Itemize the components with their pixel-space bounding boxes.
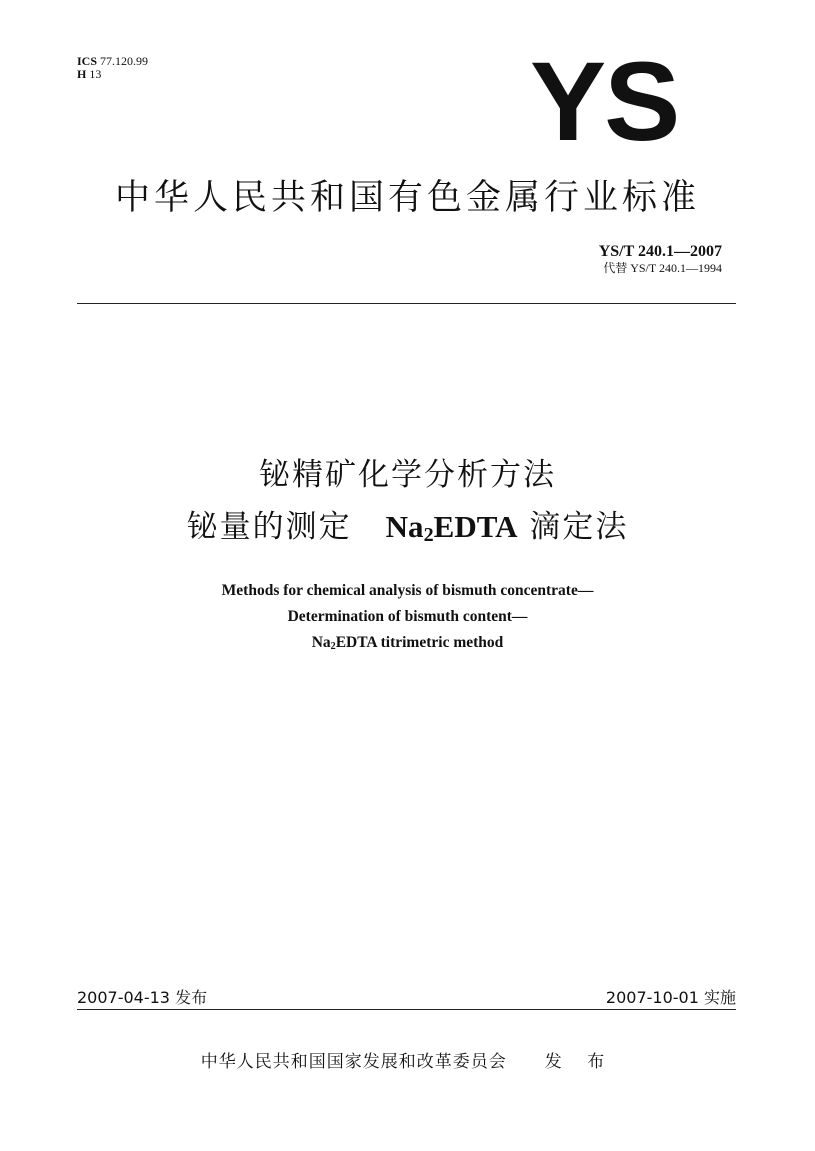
en-title-formula-sub: 2 — [330, 641, 336, 652]
cn-title-formula-b: EDTA — [433, 509, 518, 544]
en-title-line2: Determination of bismuth content— — [287, 608, 528, 625]
bottom-divider — [77, 1009, 736, 1010]
ccs-line — [77, 68, 148, 81]
top-divider — [77, 303, 736, 304]
cn-title-formula-a: Na — [385, 509, 424, 544]
issuer-action: 发 布 — [544, 1052, 615, 1072]
en-title-line1: Methods for chemical analysis of bismuth concentrate— — [221, 582, 594, 599]
cn-title-formula-sub: 2 — [423, 524, 434, 547]
en-title-line3 — [0, 630, 815, 660]
standard-number: YS/T 240.1—2007 — [598, 243, 722, 260]
en-title-formula-b: EDTA titrimetric method — [335, 634, 504, 651]
release-date: 2007-04-13 发布 — [77, 988, 208, 1007]
ys-logo: YS — [530, 39, 679, 164]
cn-title-part1: 铋量的测定 — [186, 509, 352, 545]
issuer-name: 中华人民共和国国家发展和改革委员会 — [200, 1052, 507, 1072]
replaces-standard: 代替 YS/T 240.1—1994 — [603, 261, 722, 275]
cn-title-line1: 铋精矿化学分析方法 — [259, 457, 556, 493]
implementation-date: 2007-10-01 实施 — [605, 988, 736, 1007]
en-title-formula-a: Na — [311, 634, 331, 651]
standard-number-block — [599, 243, 722, 277]
ics-code: 77.120.99 — [100, 54, 149, 68]
cn-title-part2: 滴定法 — [529, 509, 629, 545]
ccs-code: 13 — [89, 67, 102, 81]
cn-title-line2 — [0, 507, 815, 555]
ccs-label: H — [77, 67, 87, 81]
classification-codes — [77, 55, 148, 81]
issuer-line — [0, 1047, 815, 1072]
ics-label: ICS — [77, 54, 98, 68]
organization-title: 中华人民共和国有色金属行业标准 — [114, 178, 700, 218]
